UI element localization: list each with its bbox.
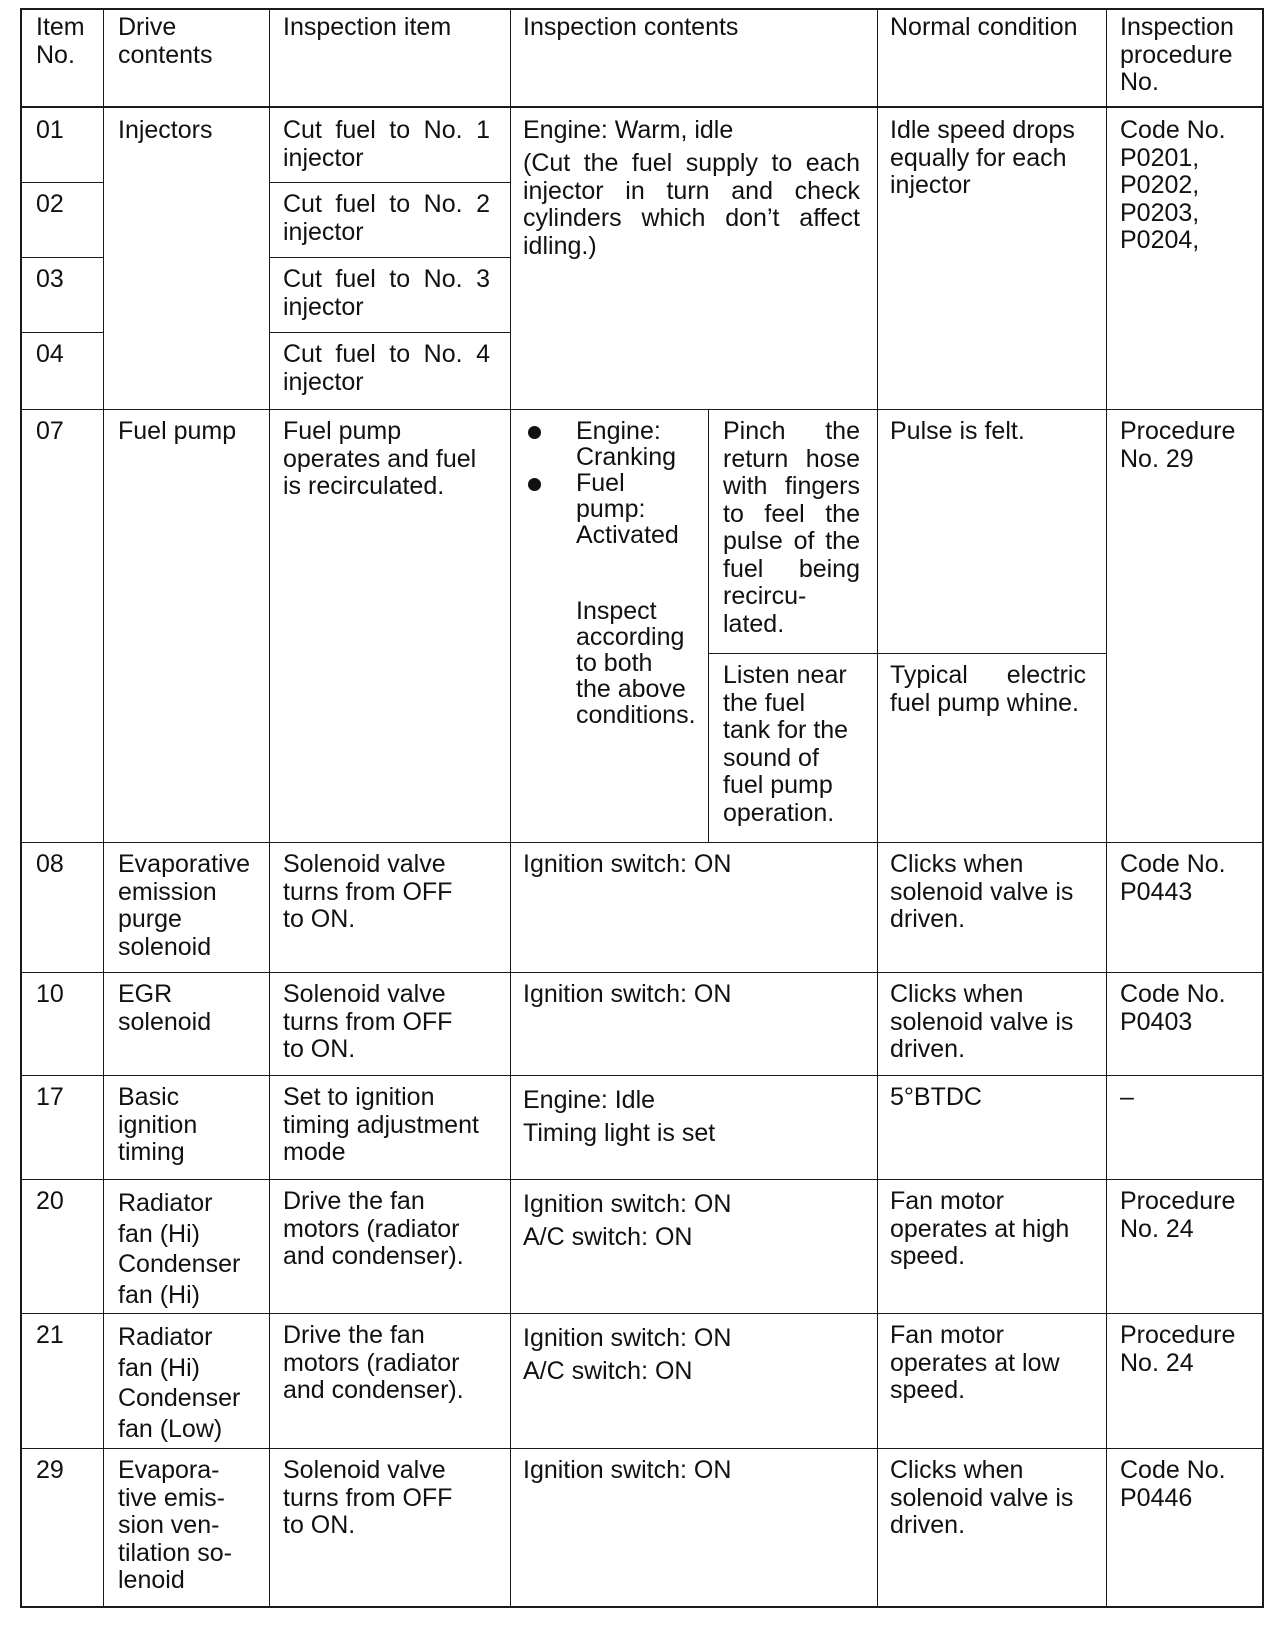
bullet-icon (528, 426, 541, 439)
bullet-icon (528, 478, 541, 491)
drive-contents: Radiator fan (Hi) Condenser fan (Low) (118, 1323, 241, 1443)
table-border-bottom (20, 1606, 1264, 1608)
header-item-no: Item No. (36, 13, 85, 69)
item-no: 20 (36, 1187, 64, 1215)
col-divider (103, 8, 104, 1608)
item-no: 07 (36, 417, 64, 445)
inspection-contents-title: Engine: Warm, idle (523, 116, 734, 144)
row-divider (269, 257, 510, 258)
normal-condition: 5°BTDC (890, 1083, 982, 1111)
header-procedure-no: Inspection procedure No. (1120, 13, 1234, 96)
inspection-item: Drive the fan motors (radiator and condenser). (283, 1321, 464, 1404)
drive-contents: Radiator fan (Hi) Condenser fan (Hi) (118, 1189, 241, 1309)
row-divider (269, 332, 510, 333)
inspection-item: Solenoid valve turns from OFF to ON. (283, 980, 453, 1063)
row-divider (20, 332, 103, 333)
item-no: 08 (36, 850, 64, 878)
procedure-no: Code No. P0446 (1120, 1456, 1226, 1512)
inspection-contents: (Cut the fuel supply to each injector in turn and check cylinders which don’t affect idling.) (523, 149, 860, 260)
procedure-no: Procedure No. 29 (1120, 417, 1236, 473)
row-divider (20, 1075, 1264, 1076)
normal-condition: Clicks when solenoid valve is driven. (890, 1456, 1074, 1539)
row-divider (20, 1313, 1264, 1314)
row-divider (20, 842, 1264, 843)
drive-contents: Evapora- tive emis- sion ven- tilation so- lenoid (118, 1456, 232, 1594)
normal-condition: Idle speed drops equally for each injector (890, 116, 1075, 199)
inspection-item: Cut fuel to No. 3 injector (283, 265, 490, 321)
col-divider (510, 8, 511, 1608)
normal-condition: Fan motor operates at high speed. (890, 1187, 1070, 1270)
inspection-contents: Ignition switch: ON A/C switch: ON (523, 1324, 732, 1385)
inspection-item: Cut fuel to No. 4 injector (283, 340, 490, 396)
item-no: 01 (36, 116, 64, 144)
item-no: 10 (36, 980, 64, 1008)
procedure-no: Code No. P0443 (1120, 850, 1226, 906)
inspection-contents: Ignition switch: ON (523, 1456, 732, 1484)
inspection-contents: Ignition switch: ON (523, 980, 732, 1008)
table-border-left (20, 8, 22, 1608)
inspection-note: Inspect according to both the above conditions. (576, 597, 696, 729)
header-drive-contents: Drive contents (118, 13, 213, 69)
col-divider (708, 410, 709, 843)
item-no: 29 (36, 1456, 64, 1484)
normal-condition: Fan motor operates at low speed. (890, 1321, 1060, 1404)
procedure-no: Procedure No. 24 (1120, 1321, 1236, 1377)
condition-engine: Engine: Cranking (576, 417, 677, 471)
inspection-contents: Engine: Idle Timing light is set (523, 1086, 716, 1147)
item-no: 04 (36, 340, 64, 368)
normal-condition: Pulse is felt. (890, 417, 1025, 445)
row-divider (20, 1179, 1264, 1180)
inspection-contents: Ignition switch: ON A/C switch: ON (523, 1190, 732, 1251)
col-divider (269, 8, 270, 1608)
inspection-item: Cut fuel to No. 2 injector (283, 190, 490, 246)
drive-contents: EGR solenoid (118, 980, 212, 1036)
inspection-item: Solenoid valve turns from OFF to ON. (283, 850, 453, 933)
normal-condition: Typical electric fuel pump whine. (890, 661, 1086, 717)
header-inspection-item: Inspection item (283, 13, 452, 41)
col-divider (1106, 8, 1107, 1608)
row-divider (20, 257, 103, 258)
inspection-item: Set to ignition timing adjustment mode (283, 1083, 479, 1166)
item-no: 03 (36, 265, 64, 293)
table-border-top (20, 8, 1264, 10)
drive-contents: Fuel pump (118, 417, 237, 445)
row-divider (269, 182, 510, 183)
condition-fuel-pump: Fuel pump: Activated (576, 469, 679, 549)
row-divider (20, 409, 1264, 410)
item-no: 21 (36, 1321, 64, 1349)
header-inspection-contents: Inspection contents (523, 13, 739, 41)
table-border-right (1262, 8, 1264, 1608)
inspection-item: Cut fuel to No. 1 injector (283, 116, 490, 172)
inspection-item: Drive the fan motors (radiator and condenser). (283, 1187, 464, 1270)
procedure-no: – (1120, 1083, 1134, 1111)
header-divider (20, 106, 1264, 108)
row-divider (708, 653, 1106, 654)
row-divider (20, 182, 103, 183)
inspection-item: Fuel pump operates and fuel is recirculated. (283, 417, 477, 500)
drive-contents: Basic ignition timing (118, 1083, 198, 1166)
drive-contents: Injectors (118, 116, 213, 144)
procedure-no: Procedure No. 24 (1120, 1187, 1236, 1243)
inspection-method-listen: Listen near the fuel tank for the sound of fuel pump operation. (723, 661, 849, 827)
drive-contents: Evaporative emission purge solenoid (118, 850, 251, 961)
procedure-no: Code No. P0403 (1120, 980, 1226, 1036)
normal-condition: Clicks when solenoid valve is driven. (890, 850, 1074, 933)
row-divider (20, 1448, 1264, 1449)
row-divider (20, 972, 1264, 973)
item-no: 02 (36, 190, 64, 218)
normal-condition: Clicks when solenoid valve is driven. (890, 980, 1074, 1063)
item-no: 17 (36, 1083, 64, 1111)
inspection-method-pinch: Pinch the return hose with fingers to feel the pulse of the fuel being recircu-lated. (723, 417, 860, 638)
header-normal-condition: Normal condition (890, 13, 1078, 41)
inspection-item: Solenoid valve turns from OFF to ON. (283, 1456, 453, 1539)
procedure-no: Code No. P0201, P0202, P0203, P0204, (1120, 116, 1226, 254)
col-divider (877, 8, 878, 1608)
inspection-contents: Ignition switch: ON (523, 850, 732, 878)
